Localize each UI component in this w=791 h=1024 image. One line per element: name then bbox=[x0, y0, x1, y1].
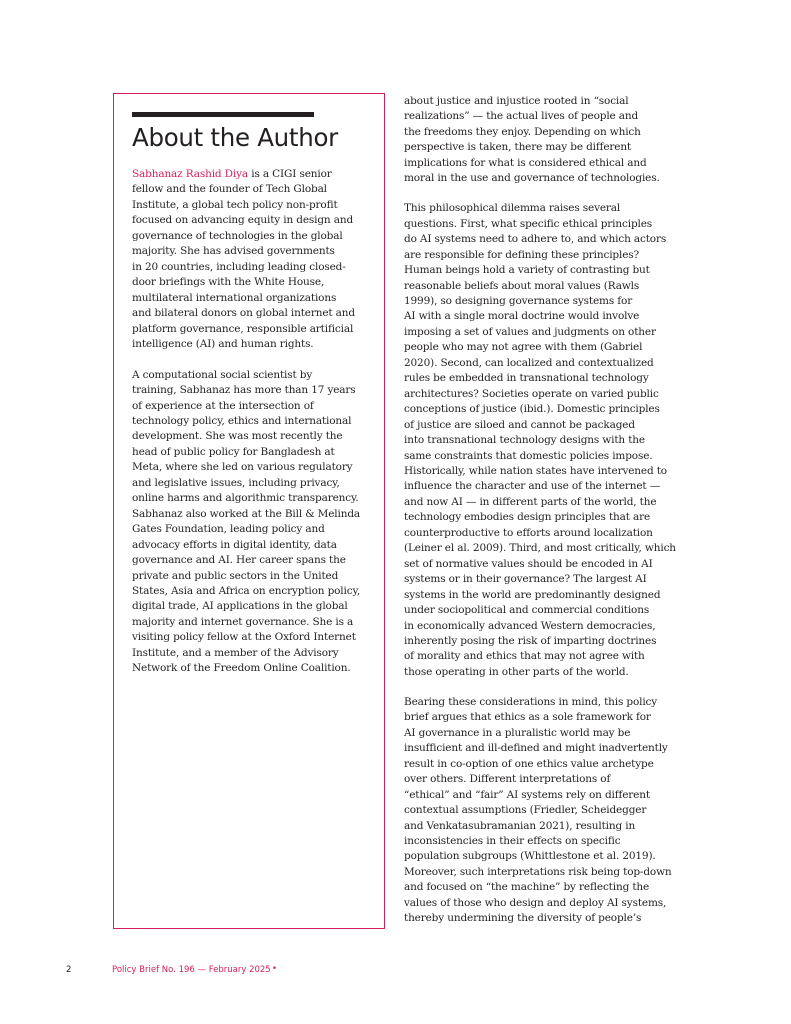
text-line: fellow and the founder of Tech Global bbox=[132, 183, 327, 196]
text-line: population subgroups (Whittlestone et al. 2019). bbox=[404, 850, 656, 863]
text-line: inconsistencies in their effects on specific bbox=[404, 835, 621, 848]
text-line: digital trade, AI applications in the global bbox=[132, 600, 348, 613]
main-paragraph-2 bbox=[404, 201, 682, 680]
text-line: over others. Different interpretations of bbox=[404, 773, 611, 786]
text-line: focused on advancing equity in design and bbox=[132, 214, 354, 227]
text-line: people who may not agree with them (Gabriel bbox=[404, 341, 643, 354]
text-line: Bearing these considerations in mind, this policy bbox=[404, 695, 658, 708]
text-line: do AI systems need to adhere to, and which actors bbox=[404, 233, 667, 246]
text-line: governance and AI. Her career spans the bbox=[132, 554, 346, 567]
text-line: moral in the use and governance of technologies. bbox=[404, 172, 660, 185]
text-line: values of those who design and deploy AI systems, bbox=[404, 896, 667, 909]
text-line: online harms and algorithmic transparency. bbox=[132, 492, 359, 505]
text-line: systems in the world are predominantly designed bbox=[404, 588, 661, 601]
text-line: visiting policy fellow at the Oxford Internet bbox=[132, 631, 356, 644]
text-line: into transnational technology designs with the bbox=[404, 434, 645, 447]
text-line: implications for what is considered ethical and bbox=[404, 156, 647, 169]
text-line: Institute, and a member of the Advisory bbox=[132, 646, 339, 659]
text-line: multilateral international organizations bbox=[132, 291, 337, 304]
text-line: private and public sectors in the United bbox=[132, 569, 339, 582]
text-line: Network of the Freedom Online Coalition. bbox=[132, 662, 351, 675]
text-line: intelligence (AI) and human rights. bbox=[132, 337, 314, 350]
text-line: Moreover, such interpretations risk being top-down bbox=[404, 865, 672, 878]
text-line: technology policy, ethics and international bbox=[132, 414, 352, 427]
text-line: result in co-option of one ethics value archetype bbox=[404, 757, 654, 770]
bio-first-line-rest: is a CIGI senior bbox=[248, 168, 332, 180]
text-line: systems or in their governance? The largest AI bbox=[404, 573, 647, 586]
main-paragraph-3 bbox=[404, 695, 682, 927]
text-line: set of normative values should be encoded in AI bbox=[404, 557, 653, 570]
text-line: governance of technologies in the global bbox=[132, 229, 343, 242]
text-line: Human beings hold a variety of contrasting but bbox=[404, 264, 650, 277]
text-line: and Venkatasubramanian 2021), resulting in bbox=[404, 819, 636, 832]
text-line: Historically, while nation states have intervened to bbox=[404, 465, 667, 478]
text-line: Sabhanaz also worked at the Bill & Melinda bbox=[132, 507, 361, 520]
bio-paragraph-2 bbox=[132, 368, 372, 677]
text-line: of experience at the intersection of bbox=[132, 399, 314, 412]
page-number: 2 bbox=[66, 965, 72, 975]
main-paragraph-1 bbox=[404, 94, 682, 187]
text-line: Meta, where she led on various regulatory bbox=[132, 461, 353, 474]
text-line: the freedoms they enjoy. Depending on which bbox=[404, 125, 641, 138]
text-line: imposing a set of values and judgments on other bbox=[404, 325, 656, 338]
footer-bullet: • bbox=[272, 964, 278, 974]
text-line: Institute, a global tech policy non-profit bbox=[132, 198, 338, 211]
text-line: same constraints that domestic policies impose. bbox=[404, 449, 653, 462]
text-line: those operating in other parts of the world. bbox=[404, 665, 629, 678]
text-line: 1999), so designing governance systems for bbox=[404, 295, 633, 308]
text-line: “ethical” and “fair” AI systems rely on different bbox=[404, 788, 650, 801]
text-line: of morality and ethics that may not agree with bbox=[404, 650, 645, 663]
text-line: architectures? Societies operate on varied public bbox=[404, 387, 659, 400]
text-line: and focused on “the machine” by reflecting the bbox=[404, 881, 650, 894]
bio-paragraph-1 bbox=[132, 167, 372, 352]
about-author-heading: About the Author bbox=[132, 123, 338, 152]
text-line: about justice and injustice rooted in “social bbox=[404, 95, 629, 107]
text-line: counterproductive to efforts around localization bbox=[404, 526, 653, 539]
text-line: in 20 countries, including leading closed- bbox=[132, 260, 346, 273]
text-line: Gates Foundation, leading policy and bbox=[132, 523, 325, 536]
text-line: AI with a single moral doctrine would involve bbox=[404, 310, 640, 323]
text-line: training, Sabhanaz has more than 17 years bbox=[132, 384, 356, 397]
text-line: reasonable beliefs about moral values (Rawls bbox=[404, 279, 640, 292]
author-bio bbox=[132, 167, 372, 692]
publication-title: Policy Brief No. 196 — February 2025 bbox=[112, 965, 271, 975]
main-text-column bbox=[404, 94, 682, 942]
text-line: questions. First, what specific ethical principles bbox=[404, 217, 653, 230]
text-line: This philosophical dilemma raises several bbox=[404, 202, 621, 215]
text-line: head of public policy for Bangladesh at bbox=[132, 445, 335, 458]
text-line: and bilateral donors on global internet and bbox=[132, 307, 355, 320]
bio-first-line bbox=[132, 167, 372, 182]
text-line: inherently posing the risk of imparting doctrines bbox=[404, 635, 657, 647]
text-line: A computational social scientist by bbox=[132, 368, 313, 381]
text-line: influence the character and use of the internet — bbox=[404, 480, 661, 493]
text-line: brief argues that ethics as a sole framework for bbox=[404, 711, 651, 724]
text-line: under sociopolitical and commercial conditions bbox=[404, 604, 650, 617]
text-line: insufficient and ill-defined and might inadvertently bbox=[404, 742, 668, 755]
text-line: are responsible for defining these principles? bbox=[404, 248, 639, 261]
text-line: development. She was most recently the bbox=[132, 430, 343, 443]
page-footer bbox=[0, 965, 791, 981]
text-line: of justice are siloed and cannot be packaged bbox=[404, 418, 635, 431]
text-line: platform governance, responsible artificial bbox=[132, 322, 354, 335]
heading-rule bbox=[132, 112, 314, 117]
text-line: and legislative issues, including privacy, bbox=[132, 476, 340, 489]
text-line: thereby undermining the diversity of people’s bbox=[404, 912, 642, 925]
text-line: majority and internet governance. She is a bbox=[132, 615, 354, 628]
text-line: advocacy efforts in digital identity, data bbox=[132, 538, 337, 551]
text-line: technology embodies design principles that are bbox=[404, 511, 651, 524]
text-line: door briefings with the White House, bbox=[132, 276, 325, 289]
text-line: rules be embedded in transnational technology bbox=[404, 372, 649, 385]
text-line: States, Asia and Africa on encryption policy, bbox=[132, 584, 361, 597]
text-line: contextual assumptions (Friedler, Scheidegger bbox=[404, 804, 647, 817]
text-line: (Leiner el al. 2009). Third, and most critically, which bbox=[404, 542, 676, 555]
author-name: Sabhanaz Rashid Diya bbox=[132, 168, 249, 180]
text-line: majority. She has advised governments bbox=[132, 245, 335, 258]
text-line: conceptions of justice (ibid.). Domestic principles bbox=[404, 403, 660, 416]
text-line: 2020). Second, can localized and contextualized bbox=[404, 356, 654, 369]
text-line: in economically advanced Western democracies, bbox=[404, 619, 656, 632]
text-line: AI governance in a pluralistic world may be bbox=[404, 726, 631, 739]
text-line: and now AI — in different parts of the world, the bbox=[404, 495, 657, 508]
text-line: perspective is taken, there may be different bbox=[404, 141, 632, 154]
text-line: realizations” — the actual lives of people and bbox=[404, 110, 639, 123]
